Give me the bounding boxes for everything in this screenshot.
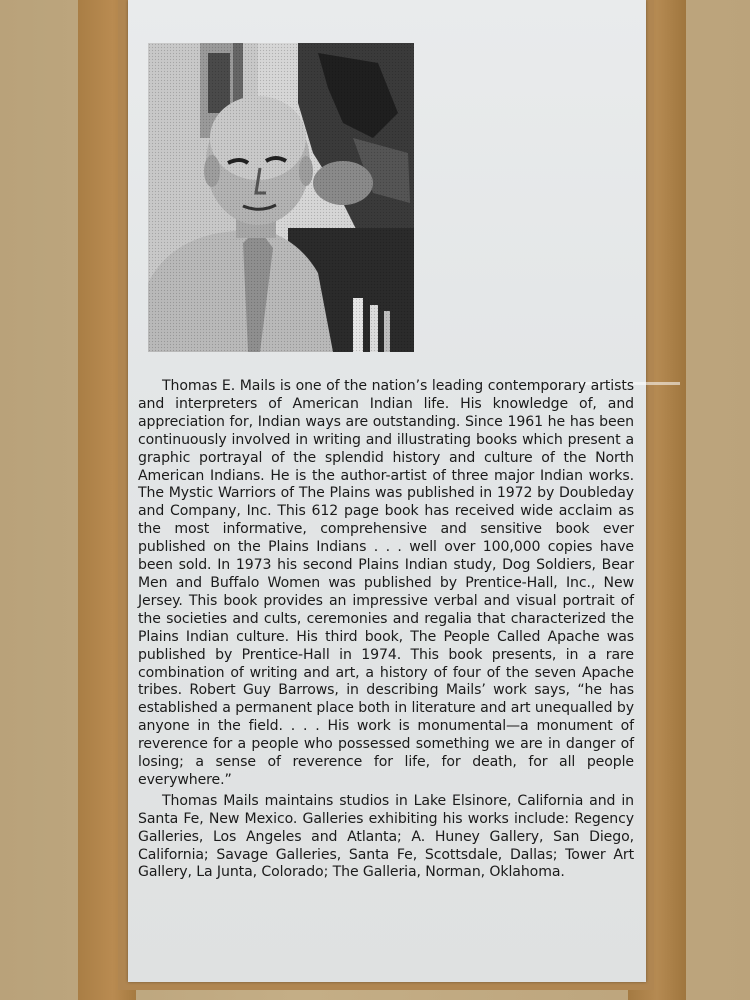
bio-paragraph-2: Thomas Mails maintains studios in Lake Elsinore, California and in Santa Fe, New Mexico. Galleries exhibiting his works include: Regency Galleries, Los Angeles and Atlanta; A. Huney Gallery, San Diego, California; Savage Galleries, Santa Fe, Scottsdale, Dallas; Tower Art Gallery, La Junta, Colorado; The Galleria, Norman, Oklahoma. xyxy=(138,792,634,881)
author-biography xyxy=(138,378,634,882)
bio-paragraph-1: Thomas E. Mails is one of the nation’s leading contemporary artists and interpreters of American Indian life. His knowledge of, and appreciation for, Indian ways are outstanding. Since 1961 he has been continuously involved in writing and illustrating books which present a graphic portrayal of the splendid history and culture of the North American Indians. He is the author-artist of three major Indian works. The Mystic Warriors of The Plains was published in 1972 by Doubleday and Company, Inc. This 612 page book has received wide acclaim as the most informative, comprehensive and sensitive book ever published on the Plains Indians . . . well over 100,000 copies have been sold. In 1973 his second Plains Indian study, Dog Soldiers, Bear Men and Buffalo Women was published by Prentice-Hall, Inc., New Jersey. This book provides an impressive verbal and visual portrait of the societies and cults, ceremonies and regalia that characterized the Plains Indian culture. His third book, The People Called Apache was published by Prentice-Hall in 1974. This book presents, in a rare combination of writing and art, a history of four of the seven Apache tribes. Robert Guy Barrows, in describing Mails’ work says, “he has established a permanent place both in literature and art unequalled by anyone in the field. . . . His work is monumental—a monument of reverence for a people who possessed something we are in danger of losing; a sense of reverence for life, for death, for all people everywhere.” xyxy=(138,378,634,788)
author-portrait-photo xyxy=(148,43,414,352)
portrait-image xyxy=(148,43,414,352)
